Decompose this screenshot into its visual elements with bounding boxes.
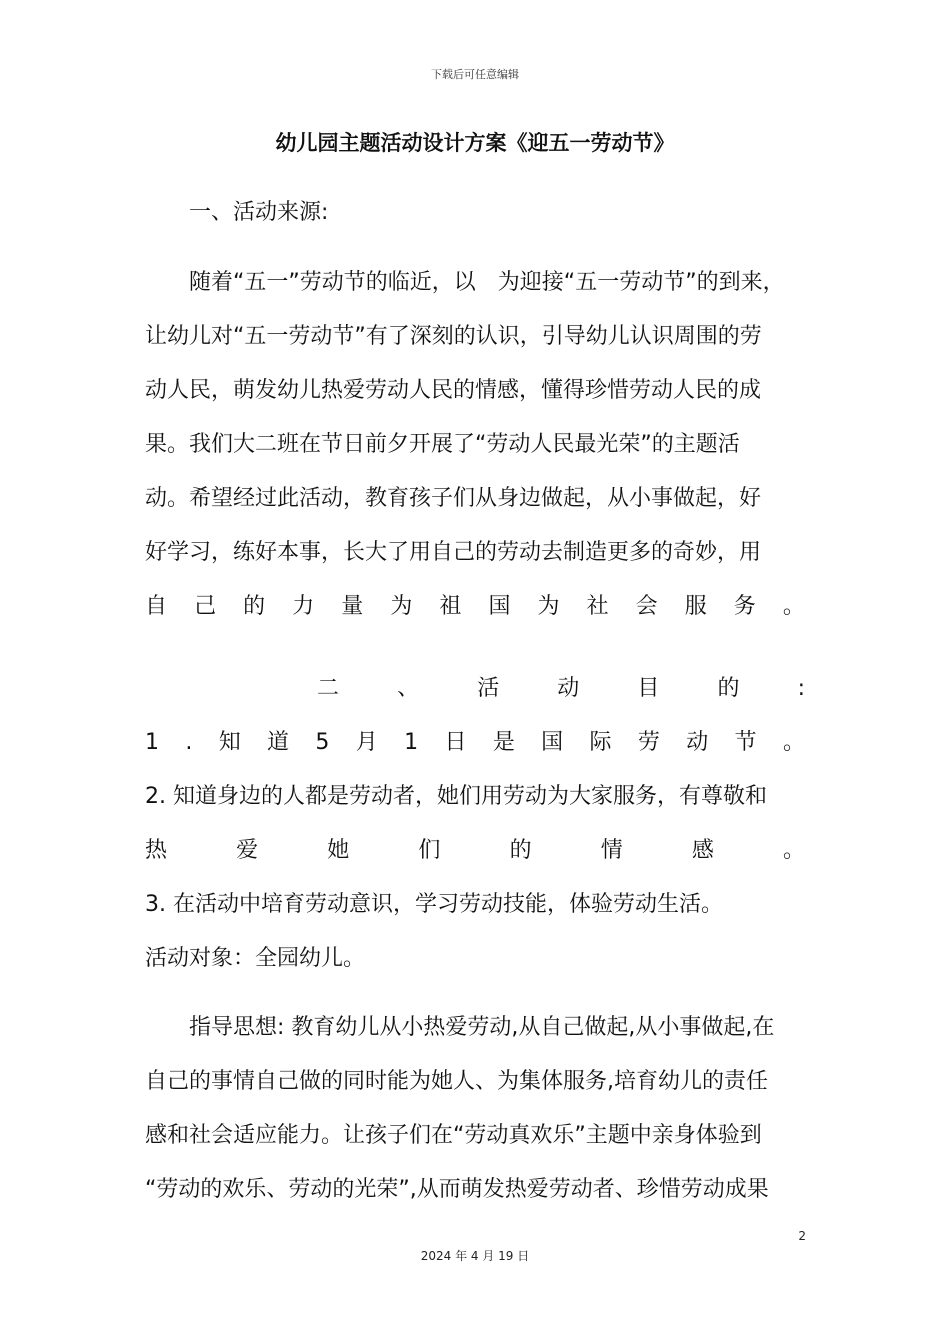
document-title: 幼儿园主题活动设计方案《迎五一劳动节》 (275, 131, 675, 155)
spaced-char: 爱 (236, 838, 259, 863)
spaced-char: 服 (684, 594, 707, 619)
goal-3: 3. 在活动中培育劳动意识，学习劳动技能，体验劳动生活。 (145, 892, 723, 917)
spaced-char: 力 (292, 594, 315, 619)
spaced-char: 为 (537, 594, 560, 619)
paragraph-line: 随着“五一”劳动节的临近，以 为迎接“五一劳动节”的到来， (189, 270, 785, 295)
spaced-char: 劳 (637, 730, 660, 755)
spaced-char: 自 (145, 594, 168, 619)
spaced-char: 会 (635, 594, 658, 619)
spaced-char: . (185, 730, 193, 755)
section-2 (145, 662, 805, 986)
spaced-char: 们 (418, 838, 441, 863)
spaced-char: 1 (404, 730, 419, 755)
section-2-heading (145, 662, 805, 716)
spaced-char: 、 (397, 676, 420, 701)
footer-date: 2024 年 4 月 19 日 (420, 1249, 530, 1263)
spaced-char: 为 (390, 594, 413, 619)
spaced-char: 目 (637, 676, 660, 701)
spaced-char: 量 (341, 594, 364, 619)
spaced-char: 祖 (439, 594, 462, 619)
section-1-heading: 一、活动来源: (189, 200, 329, 225)
guide-paragraph (145, 1001, 805, 1217)
spaced-char: 道 (267, 730, 290, 755)
spaced-char: 的 (243, 594, 266, 619)
section-1 (145, 186, 805, 240)
spaced-char: 。 (782, 594, 805, 619)
activity-target: 活动对象：全园幼儿。 (145, 946, 366, 971)
goal-2-line-2 (145, 824, 805, 878)
spaced-char: 务 (733, 594, 756, 619)
spaced-char: 1 (145, 730, 159, 755)
paragraph-line: 自己的事情自己做的同时能为她人、为集体服务,培育幼儿的责任 (145, 1069, 768, 1094)
paragraph-line-justified (145, 580, 805, 634)
spaced-char: 的 (509, 838, 532, 863)
paragraph-line: 让幼儿对“五一劳动节”有了深刻的认识，引导幼儿认识周围的劳 (145, 324, 762, 349)
spaced-char: 。 (782, 730, 805, 755)
spaced-char: 日 (444, 730, 467, 755)
spaced-char: 动 (557, 676, 580, 701)
paragraph-line: 动人民，萌发幼儿热爱劳动人民的情感，懂得珍惜劳动人民的成 (145, 378, 762, 403)
spaced-char: 国 (541, 730, 564, 755)
spaced-char: 情 (600, 838, 623, 863)
goal-2-line-1: 2. 知道身边的人都是劳动者，她们用劳动为大家服务，有尊敬和 (145, 784, 767, 809)
spaced-char: 的 (717, 676, 740, 701)
spaced-char: 是 (492, 730, 515, 755)
paragraph-line: 果。我们大二班在节日前夕开展了“劳动人民最光荣”的主题活 (145, 432, 740, 457)
spaced-char: 5 (315, 730, 330, 755)
spaced-char: 。 (782, 838, 805, 863)
goal-1 (145, 716, 805, 770)
spaced-char: 热 (145, 838, 168, 863)
paragraph-line: 动。希望经过此活动，教育孩子们从身边做起，从小事做起，好 (145, 486, 762, 511)
page-number: 2 (798, 1229, 806, 1243)
spaced-char: 际 (589, 730, 612, 755)
spaced-char: 二 (317, 676, 340, 701)
spaced-char: 感 (691, 838, 714, 863)
spaced-char: 活 (477, 676, 500, 701)
spaced-char: 知 (218, 730, 241, 755)
spaced-char: : (797, 676, 805, 701)
spaced-char: 动 (686, 730, 709, 755)
paragraph-line: 好学习，练好本事，长大了用自己的劳动去制造更多的奇妙，用 (145, 540, 762, 565)
paragraph-line: 感和社会适应能力。让孩子们在“劳动真欢乐”主题中亲身体验到 (145, 1123, 762, 1148)
spaced-char: 己 (194, 594, 217, 619)
spaced-char: 国 (488, 594, 511, 619)
header-note: 下载后可任意编辑 (431, 68, 519, 81)
spaced-char: 社 (586, 594, 609, 619)
paragraph-line: “劳动的欢乐、劳动的光荣”,从而萌发热爱劳动者、珍惜劳动成果 (145, 1177, 769, 1202)
spaced-char: 节 (734, 730, 757, 755)
spaced-char: 她 (327, 838, 350, 863)
source-paragraph (145, 256, 805, 634)
spaced-char: 月 (355, 730, 378, 755)
paragraph-line: 指导思想: 教育幼儿从小热爱劳动,从自己做起,从小事做起,在 (189, 1015, 775, 1040)
